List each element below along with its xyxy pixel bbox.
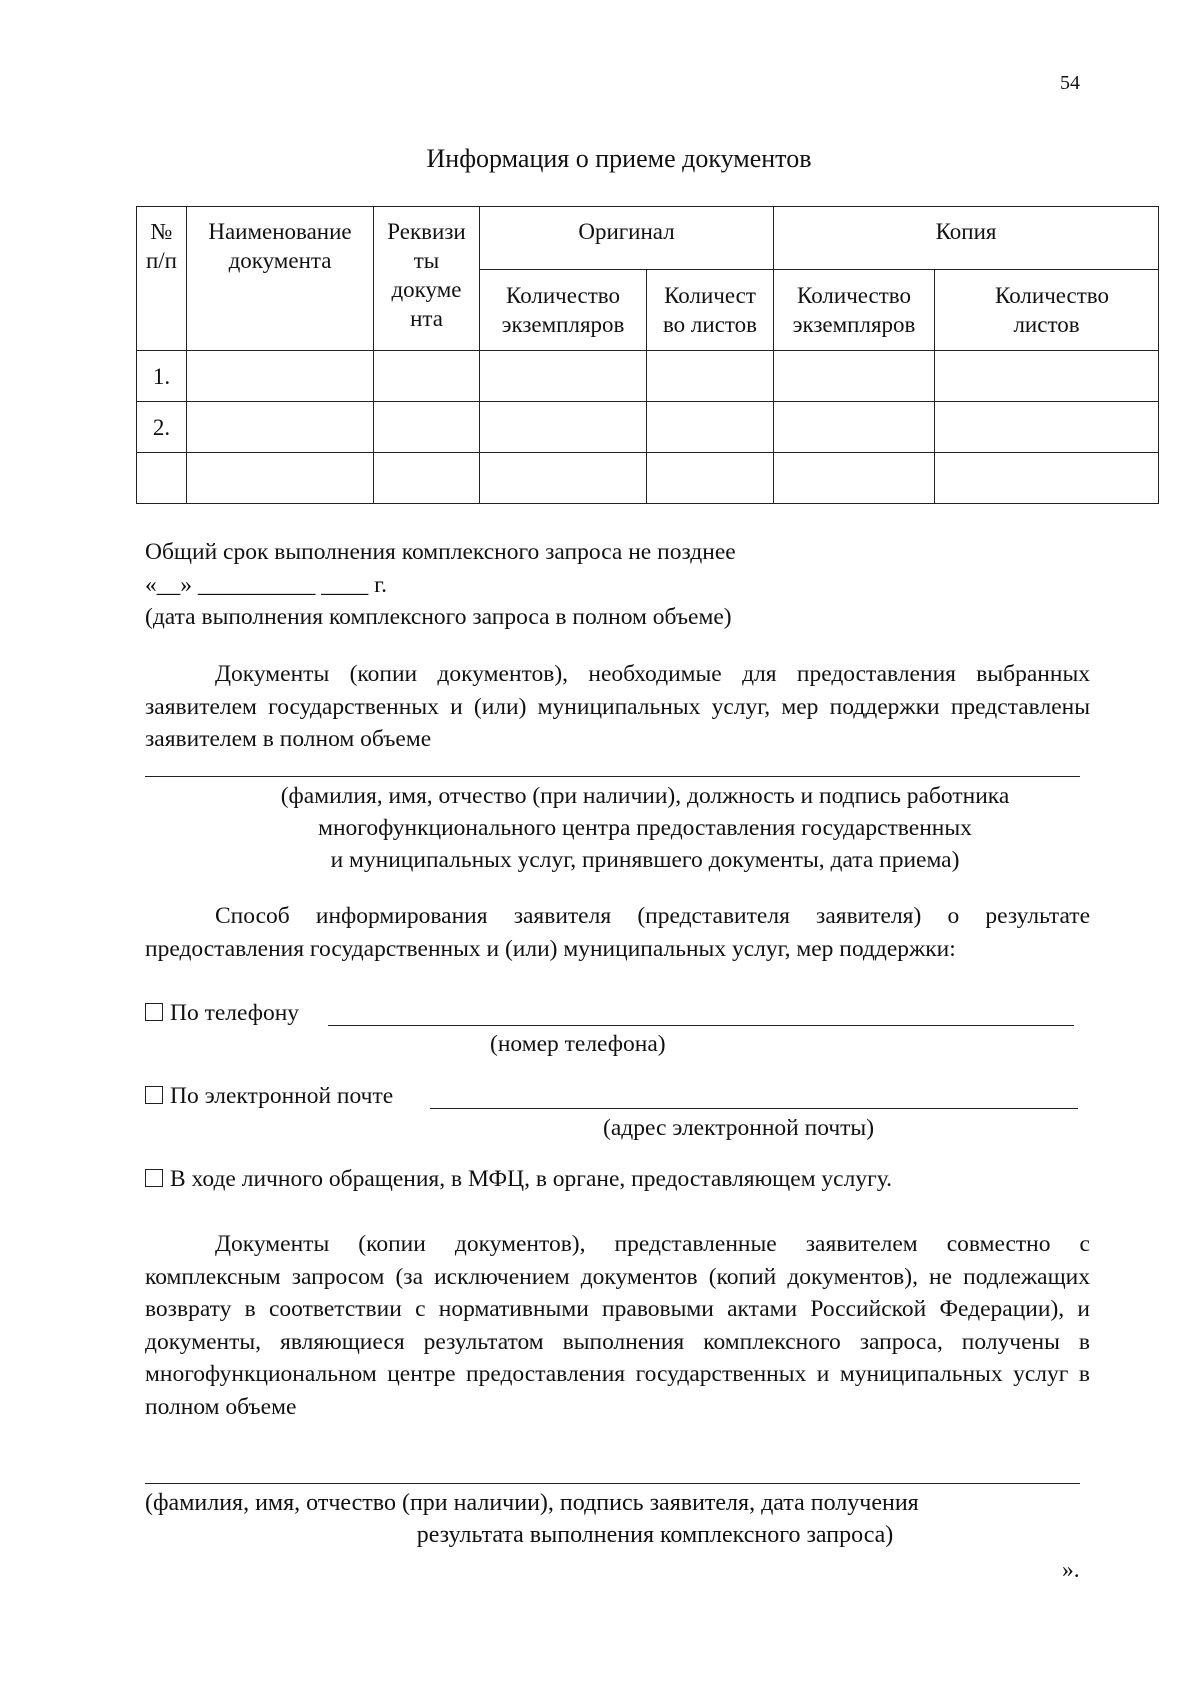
header-requisites: Реквизи ты докуме нта <box>374 207 480 351</box>
header-original-copies: Количество экземпляров <box>480 270 647 351</box>
table-cell[interactable] <box>480 402 647 453</box>
table-row <box>137 453 1159 504</box>
phone-label: По телефону <box>170 1000 300 1026</box>
table-cell[interactable] <box>647 402 774 453</box>
email-label: По электронной почте <box>170 1083 394 1109</box>
caption-line: (фамилия, имя, отчество (при наличии), должность и подпись работника <box>280 783 1010 809</box>
table-cell[interactable] <box>935 351 1159 402</box>
term-date-caption: (дата выполнения комплексного запроса в полном объеме) <box>145 604 732 630</box>
email-checkbox[interactable] <box>145 1086 163 1104</box>
applicant-signature-caption <box>145 1487 1065 1551</box>
caption-line: многофункционального центра предоставления государственных <box>318 815 972 841</box>
table-row <box>137 402 1159 453</box>
row-number: 1. <box>137 351 187 402</box>
table-cell[interactable] <box>374 351 480 402</box>
inform-method-paragraph: Способ информирования заявителя (представителя заявителя) о результате предоставления государственных и (или) муниципальных услуг, мер поддержки: <box>145 903 1090 962</box>
header-copy-group: Копия <box>774 207 1159 270</box>
table-cell[interactable] <box>935 402 1159 453</box>
personal-checkbox[interactable] <box>145 1169 163 1187</box>
caption-line: и муниципальных услуг, принявшего документы, дата приема) <box>330 847 960 873</box>
table-cell[interactable] <box>374 402 480 453</box>
table-cell[interactable] <box>774 351 935 402</box>
page-number: 54 <box>1060 72 1080 94</box>
personal-label: В ходе личного обращения, в МФЦ, в органе, предоставляющем услугу. <box>170 1166 893 1192</box>
applicant-signature-line[interactable] <box>145 1483 1080 1484</box>
row-number <box>137 453 187 504</box>
table-cell[interactable] <box>935 453 1159 504</box>
table-cell[interactable] <box>774 402 935 453</box>
table-header-row <box>137 207 1159 270</box>
term-date-blank[interactable]: «__» __________ ____ г. <box>145 571 387 598</box>
term-text: Общий срок выполнения комплексного запроса не позднее <box>145 539 736 565</box>
option-phone <box>145 997 299 1029</box>
header-document-name: Наименование документа <box>187 207 374 351</box>
table-cell[interactable] <box>374 453 480 504</box>
phone-checkbox[interactable] <box>145 1003 163 1021</box>
docs-received-paragraph: Документы (копии документов), представленные заявителем совместно с комплексным запросом (за исключением документов (копий документов), не подлежащих возврату в соответствии с нормативными правовыми актами Российской Федерации), и документы, являющиеся результатом выполнения комплексного запроса, получены в многофункциональном центре предоставления государственных и муниципальных услуг в полном объеме <box>145 1231 1090 1420</box>
employee-signature-line[interactable] <box>145 776 1080 777</box>
table-cell[interactable] <box>480 453 647 504</box>
header-copy-sheets: Количество листов <box>935 270 1159 351</box>
email-input-line[interactable] <box>430 1108 1078 1109</box>
docs-provided-paragraph: Документы (копии документов), необходимые для предоставления выбранных заявителем государственных и (или) муниципальных услуг, мер поддержки представлены заявителем в полном объеме <box>145 661 1090 752</box>
caption-line: результата выполнения комплексного запроса) <box>416 1522 894 1548</box>
table-cell[interactable] <box>774 453 935 504</box>
phone-caption: (номер телефона) <box>490 1031 666 1057</box>
option-email <box>145 1080 393 1112</box>
closing-mark: ». <box>1062 1557 1080 1583</box>
table-row <box>137 351 1159 402</box>
table-cell[interactable] <box>187 402 374 453</box>
header-copy-copies: Количество экземпляров <box>774 270 935 351</box>
header-number: № п/п <box>137 207 187 351</box>
table-cell[interactable] <box>647 351 774 402</box>
phone-input-line[interactable] <box>328 1025 1074 1026</box>
table-cell[interactable] <box>187 351 374 402</box>
term-block <box>145 536 1090 634</box>
employee-signature-caption <box>145 780 1145 876</box>
page-title: Информация о приеме документов <box>426 144 812 173</box>
header-original-group: Оригинал <box>480 207 774 270</box>
table-cell[interactable] <box>480 351 647 402</box>
table-cell[interactable] <box>187 453 374 504</box>
caption-line: (фамилия, имя, отчество (при наличии), подпись заявителя, дата получения <box>145 1490 919 1516</box>
header-original-sheets: Количест во листов <box>647 270 774 351</box>
option-personal <box>145 1163 892 1195</box>
row-number: 2. <box>137 402 187 453</box>
email-caption: (адрес электронной почты) <box>603 1115 875 1141</box>
table-cell[interactable] <box>647 453 774 504</box>
documents-table <box>136 206 1159 504</box>
